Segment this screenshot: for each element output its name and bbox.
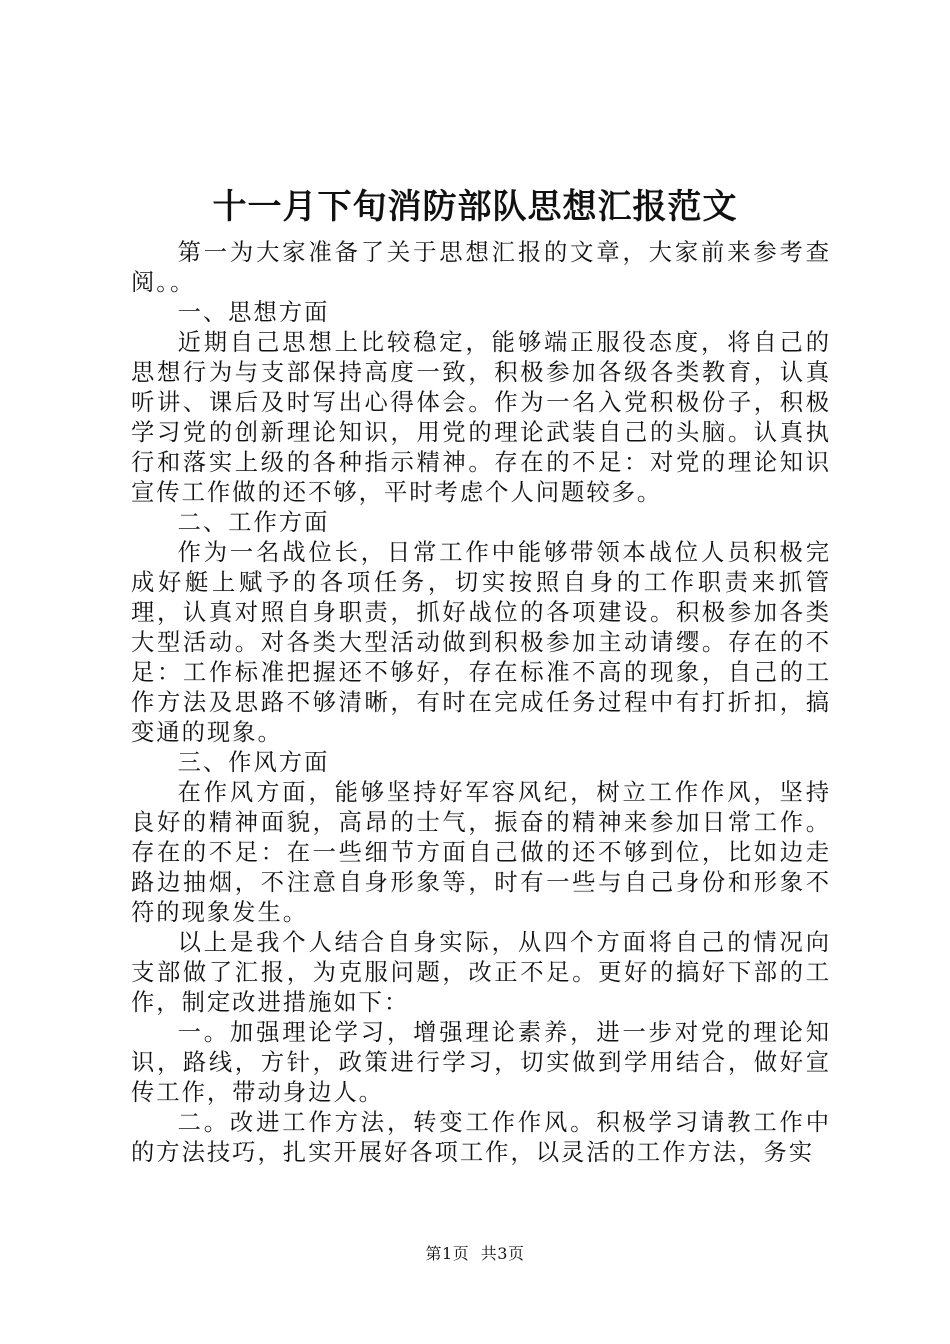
thought-paragraph: 近期自己思想上比较稳定，能够端正服役态度，将自己的思想行为与支部保持高度一致，积极参加各级各类教育，认真听讲、课后及时写出心得体会。作为一名入党积极份子，积极学习党的创新理论知识，用党的理论武装自己的头脑。认真执行和落实上级的各种指示精神。存在的不足：对党的理论知识宣传工作做的还不够，平时考虑个人问题较多。	[131, 329, 831, 506]
document-body	[131, 238, 831, 1168]
style-paragraph: 在作风方面，能够坚持好军容风纪，树立工作作风，坚持良好的精神面貌，高昂的士气，振奋的精神来参加日常工作。存在的不足：在一些细节方面自己做的还不够到位，比如边走路边抽烟，不注意自身形象等，时有一些与自己身份和形象不符的现象发生。	[131, 779, 831, 926]
page-footer	[0, 1244, 950, 1264]
section-heading-work: 二、工作方面	[177, 509, 330, 536]
section-heading-style: 三、作风方面	[177, 749, 330, 776]
page-number: 第1页	[425, 1244, 470, 1263]
section-heading-thought: 一、思想方面	[177, 299, 330, 326]
document-title: 十一月下旬消防部队思想汇报范文	[212, 187, 738, 227]
measure-paragraph-1: 一。加强理论学习，增强理论素养，进一步对党的理论知识，路线，方针，政策进行学习，切实做到学用结合，做好宣传工作，带动身边人。	[131, 1019, 831, 1106]
intro-paragraph: 第一为大家准备了关于思想汇报的文章，大家前来参考查阅。。	[131, 239, 831, 296]
measure-paragraph-2: 二。改进工作方法，转变工作作风。积极学习请教工作中的方法技巧，扎实开展好各项工作，以灵活的工作方法，务实	[131, 1109, 831, 1166]
work-paragraph: 作为一名战位长，日常工作中能够带领本战位人员积极完成好艇上赋予的各项任务，切实按照自身的工作职责来抓管理，认真对照自身职责，抓好战位的各项建设。积极参加各类大型活动。对各类大型活动做到积极参加主动请缨。存在的不足：工作标准把握还不够好，存在标准不高的现象，自己的工作方法及思路不够清晰，有时在完成任务过程中有打折扣，搞变通的现象。	[131, 539, 831, 746]
summary-paragraph: 以上是我个人结合自身实际，从四个方面将自己的情况向支部做了汇报，为克服问题，改正不足。更好的搞好下部的工作，制定改进措施如下：	[131, 929, 831, 1016]
page-total: 共3页	[480, 1244, 525, 1263]
